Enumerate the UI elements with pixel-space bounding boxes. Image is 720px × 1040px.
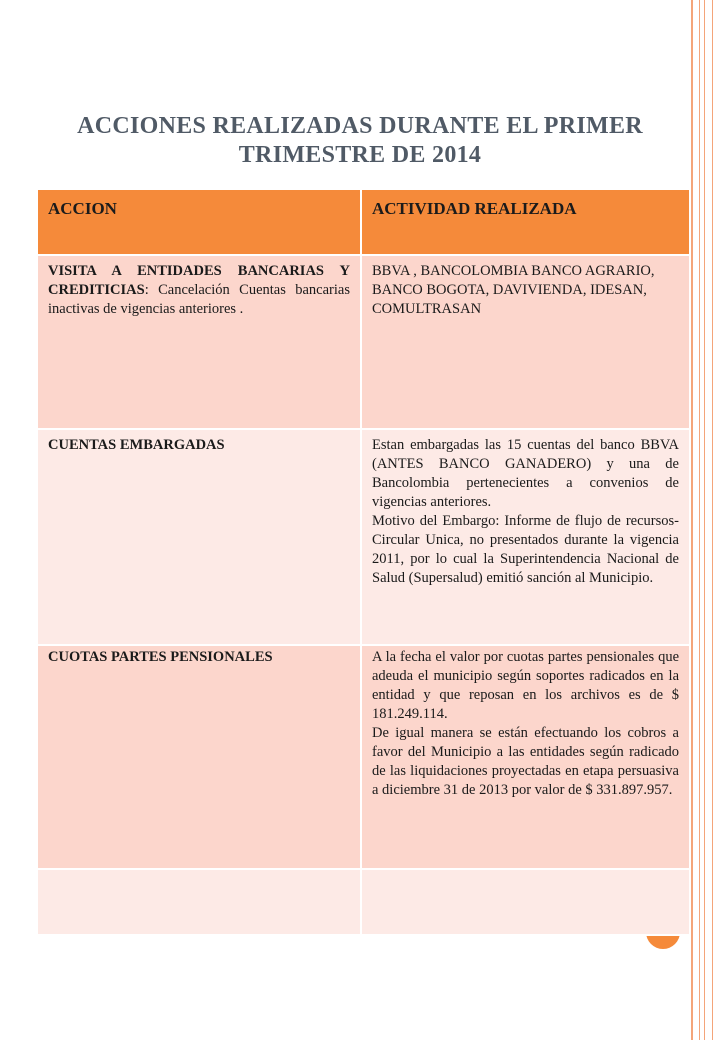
- accion-text: [38, 256, 360, 319]
- header-label-actividad: ACTIVIDAD REALIZADA: [372, 199, 577, 218]
- table-row: [37, 645, 690, 869]
- header-cell-actividad: [361, 189, 690, 255]
- actividad-text: [362, 256, 689, 319]
- accion-cell: [37, 645, 361, 869]
- table-header-row: [37, 189, 690, 255]
- page-title: [0, 112, 720, 170]
- actividad-text: [362, 646, 689, 800]
- accion-text: [38, 646, 360, 667]
- actividad-paragraph: De igual manera se están efectuando los cobros a favor del Municipio a las entidades según radicado de las liquidaciones proyectadas en etapa persuasiva a diciembre 31 de 2013 por valor de $ 331.897.957.: [372, 725, 679, 798]
- actions-table: [36, 188, 691, 936]
- title-line-1: ACCIONES REALIZADAS DURANTE EL PRIMER: [77, 113, 643, 139]
- accion-title: CUENTAS EMBARGADAS: [48, 437, 225, 453]
- title-line-2: TRIMESTRE DE 2014: [238, 142, 482, 168]
- actividad-cell-empty: [361, 869, 690, 935]
- accion-title: CUOTAS PARTES PENSIONALES: [48, 649, 273, 665]
- actividad-cell: [361, 429, 690, 645]
- actividad-paragraph: A la fecha el valor por cuotas partes pensionales que adeuda el municipio según soportes radicados en la entidad y que reposan en los archivos es de $ 181.249.114.: [372, 649, 679, 722]
- accion-cell: [37, 429, 361, 645]
- actividad-paragraph: BBVA , BANCOLOMBIA BANCO AGRARIO, BANCO BOGOTA, DAVIVIENDA, IDESAN, COMULTRASAN: [372, 263, 655, 317]
- actividad-paragraph: Motivo del Embargo: Informe de flujo de recursos- Circular Unica, no presentados durante la vigencia 2011, por lo cual la Superintendencia Nacional de Salud (Supersalud) emitió sanción al Municipio.: [372, 513, 679, 586]
- table-row: [37, 429, 690, 645]
- accion-description: : Cancelación Cuentas bancarias inactivas de vigencias anteriores .: [48, 282, 350, 317]
- accion-title: VISITA A ENTIDADES BANCARIAS Y CREDITICIAS: [48, 263, 350, 298]
- actividad-paragraph: Estan embargadas las 15 cuentas del banco BBVA (ANTES BANCO GANADERO) y una de Bancolombia pertenecientes a convenios de vigencias anteriores.: [372, 437, 679, 510]
- actividad-cell: [361, 645, 690, 869]
- accion-text: [38, 430, 360, 455]
- header-label-accion: ACCION: [48, 199, 117, 218]
- accion-cell: [37, 255, 361, 429]
- header-cell-accion: [37, 189, 361, 255]
- table-row-empty: [37, 869, 690, 935]
- accion-cell-empty: [37, 869, 361, 935]
- actividad-cell: [361, 255, 690, 429]
- actividad-text: [362, 430, 689, 588]
- table-row: [37, 255, 690, 429]
